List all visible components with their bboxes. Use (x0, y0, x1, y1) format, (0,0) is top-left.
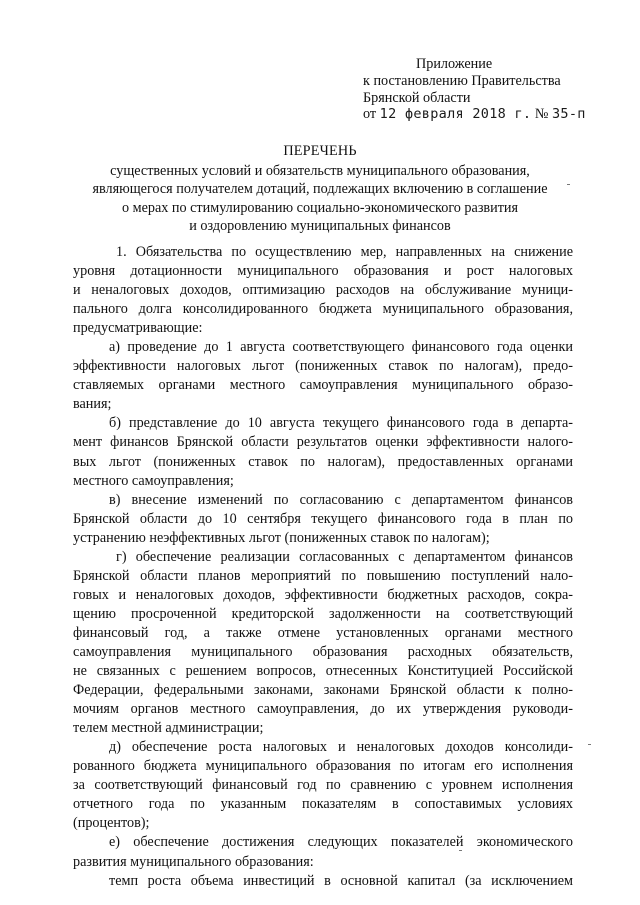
body-line: в) внесение изменений по согласованию с департаментом финансов (109, 491, 573, 508)
body-line: развития муниципального образования: (73, 853, 314, 870)
body-line: финансовый год, а также отмене установленных органами местного (73, 624, 573, 641)
body-line: б) представление до 10 августа текущего финансового года в департа- (109, 415, 573, 432)
body-line: Федерации, федеральными законами, законами Брянской области к полно- (73, 682, 573, 699)
body-line: вых льгот (пониженных ставок по налогам), предоставленных органами (73, 453, 573, 470)
title-line: о мерах по стимулированию социально-экономического развития (121, 199, 519, 216)
handwritten-date: 12 февраля 2018 г. (379, 106, 532, 123)
body-line: д) обеспечение роста налоговых и неналоговых доходов консолиди- (109, 739, 573, 756)
scan-speck (567, 184, 570, 185)
date-prefix: от (363, 106, 377, 123)
body-line: ставляемых органами местного самоуправления муниципального образо- (73, 377, 573, 394)
body-line: телем местной администрации; (73, 720, 264, 737)
body-line: вания; (73, 396, 112, 413)
body-line: устранению неэффективных льгот (пониженных ставок по налогам); (73, 529, 490, 546)
body-line: мочиям органов местного самоуправления, до их утверждения руководи- (73, 701, 573, 718)
body-line: рованного бюджета муниципального образования по итогам его исполнения (73, 758, 573, 775)
body-line: самоуправления муниципального образования расходных обязательств, (73, 643, 573, 660)
handwritten-number: 35-п (552, 106, 586, 123)
body-line: (процентов); (73, 815, 150, 832)
body-line: отчетного года по указанным показателям в сопоставимых условиях (73, 796, 573, 813)
body-line: е) обеспечение достижения следующих показателей экономического (109, 834, 573, 851)
body-line: не связанных с решением вопросов, отнесенных Конституцией Российской (73, 663, 573, 680)
body-line: 1. Обязательства по осуществлению мер, направленных на снижение (116, 244, 573, 260)
body-line: Брянской области планов мероприятий по повышению поступлений нало- (73, 567, 573, 584)
appendix-label: Приложение (416, 56, 493, 72)
body-line: Брянской области до 10 сентября текущего финансового года в план по (73, 510, 573, 527)
document-title: ПЕРЕЧЕНЬ (283, 143, 357, 159)
appendix-block (363, 56, 586, 123)
body-line: пального долга консолидированного бюджета муниципального образования, (73, 301, 573, 318)
document-title-block (60, 142, 580, 235)
body-line: мент финансов Брянской области результатов оценки эффективности налого- (73, 434, 573, 451)
appendix-region: Брянской области (363, 89, 471, 106)
title-line: и оздоровлению муниципальных финансов (189, 217, 451, 234)
body-line: темп роста объема инвестиций в основной капитал (за исключением (109, 872, 573, 889)
document-body (73, 243, 573, 891)
body-line: уровня дотационности муниципального образования и рост налоговых (73, 263, 573, 280)
body-line: эффективности налоговых льгот (пониженных ставок по налогам), предо- (73, 358, 573, 375)
body-line: и неналоговых доходов, оптимизацию расходов на обслуживание муници- (73, 282, 573, 299)
appendix-decree-ref: к постановлению Правительства (363, 72, 561, 89)
title-line: существенных условий и обязательств муниципального образования, (110, 163, 530, 180)
scan-speck (588, 744, 591, 745)
body-line: щению просроченной кредиторской задолженности на соответствующий (73, 605, 573, 622)
body-line: г) обеспечение реализации согласованных с департаментом финансов (116, 548, 573, 565)
scan-speck (459, 850, 462, 851)
body-line: говых и неналоговых доходов, эффективности бюджетных расходов, сокра- (73, 586, 573, 603)
body-line: предусматривающие: (73, 320, 203, 337)
title-line: являющегося получателем дотаций, подлежащих включению в соглашение (92, 181, 548, 198)
body-line: а) проведение до 1 августа соответствующего финансового года оценки (109, 339, 573, 356)
body-line: за соответствующий финансовый год по сравнению с уровнем исполнения (73, 777, 573, 794)
number-prefix: № (534, 106, 549, 123)
appendix-date-line (363, 106, 586, 123)
body-line: местного самоуправления; (73, 472, 234, 489)
